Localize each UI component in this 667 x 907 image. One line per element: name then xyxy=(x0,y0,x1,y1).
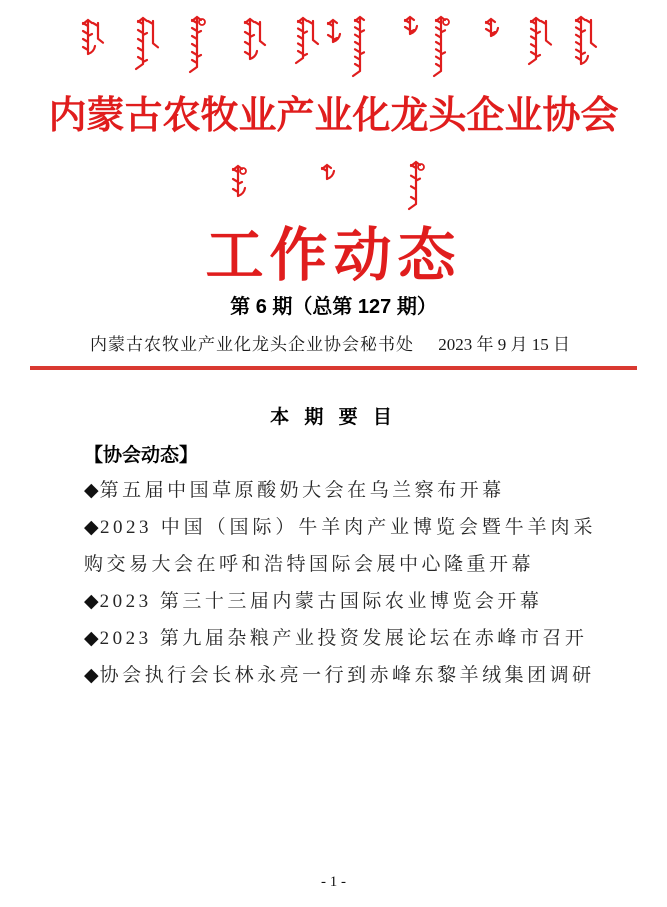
diamond-bullet-icon: ◆ xyxy=(84,591,99,612)
diamond-bullet-icon: ◆ xyxy=(84,517,100,538)
toc-item xyxy=(84,583,596,620)
toc-item xyxy=(84,620,596,657)
toc-item-text: 协会执行会长林永亮一行到赤峰东黎羊绒集团调研 xyxy=(99,665,595,686)
publisher-row xyxy=(90,330,570,355)
mongolian-script-banner xyxy=(0,0,667,92)
toc-item-text: 2023 第九届杂粮产业投资发展论坛在赤峰市召开 xyxy=(99,628,588,649)
diamond-bullet-icon: ◆ xyxy=(84,665,99,686)
issue-number-line: 第 6 期（总第 127 期） xyxy=(230,296,437,318)
toc-item-text: 第五届中国草原酸奶大会在乌兰察布开幕 xyxy=(99,480,505,501)
toc-item xyxy=(84,657,596,694)
diamond-bullet-icon: ◆ xyxy=(84,480,99,501)
publisher-name: 内蒙古农牧业产业化龙头企业协会秘书处 xyxy=(90,335,414,354)
red-divider-rule xyxy=(30,366,637,370)
toc-list xyxy=(84,472,596,694)
page-number: - 1 - xyxy=(321,874,346,890)
toc-item-text: 2023 第三十三届内蒙古国际农业博览会开幕 xyxy=(99,591,543,612)
toc-heading: 本 期 要 目 xyxy=(270,407,397,428)
diamond-bullet-icon: ◆ xyxy=(84,628,99,649)
toc-item xyxy=(84,509,596,583)
publish-date: 2023 年 9 月 15 日 xyxy=(438,335,570,354)
bulletin-title: 工作动态 xyxy=(205,223,462,288)
org-title: 内蒙古农牧业产业化龙头企业协会 xyxy=(48,95,619,137)
toc-item-text: 2023 中国（国际）牛羊肉产业博览会暨牛羊肉采购交易大会在呼和浩特国际会展中心隆重开幕 xyxy=(84,517,596,575)
toc-section-label: 【协会动态】 xyxy=(84,445,199,466)
toc-item xyxy=(84,472,596,509)
